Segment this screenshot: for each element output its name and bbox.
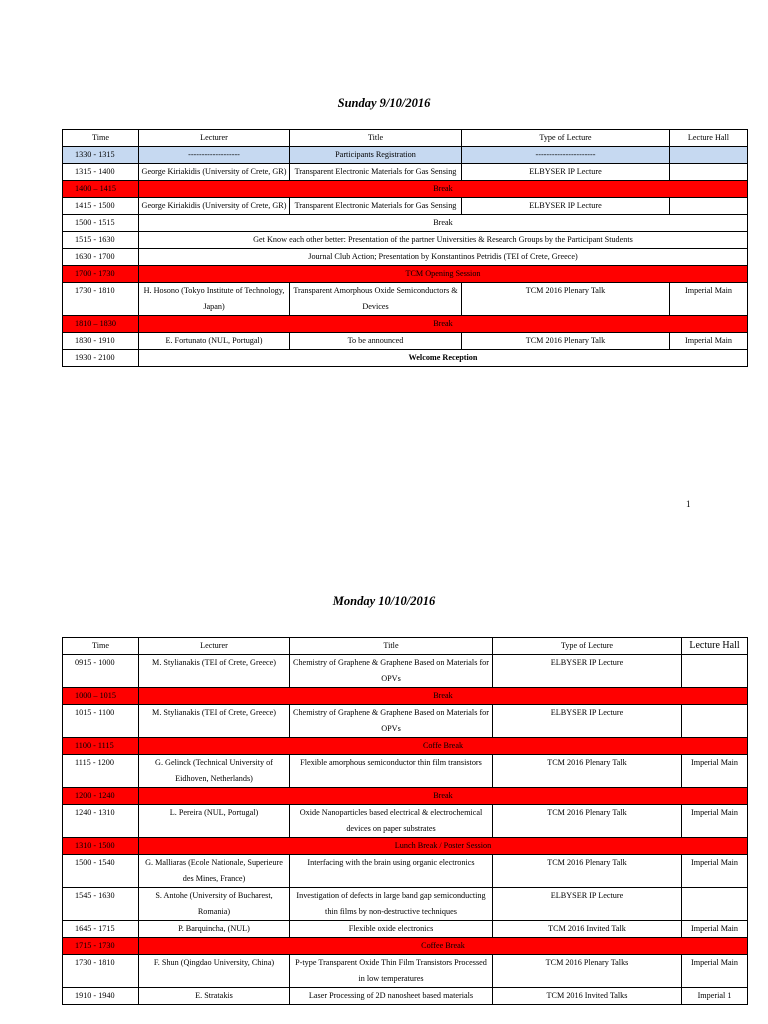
time-cell: 1115 - 1200: [63, 755, 139, 788]
title-cell: Transparent Electronic Materials for Gas Sensing: [290, 164, 462, 181]
schedule-row: [63, 198, 748, 215]
session-cell: Get Know each other better: Presentation of the partner Universities & Research Groups by the Participant Students: [139, 232, 748, 249]
header-title: Title: [290, 130, 462, 147]
schedule-row: [63, 181, 748, 198]
schedule-row: [63, 232, 748, 249]
title-cell: Laser Processing of 2D nanosheet based materials: [290, 988, 493, 1005]
schedule-row: [63, 655, 748, 688]
header-time: Time: [63, 638, 139, 655]
time-cell: 1400 – 1415: [63, 181, 139, 198]
session-cell: Break: [139, 215, 748, 232]
time-cell: 1100 - 1115: [63, 738, 139, 755]
lecture-hall-cell: Imperial 1: [682, 988, 748, 1005]
schedule-row: [63, 316, 748, 333]
header-hall: Lecture Hall: [682, 638, 748, 655]
schedule-row: [63, 738, 748, 755]
lecture-hall-cell: Imperial Main: [682, 955, 748, 988]
header-lecturer: Lecturer: [139, 130, 290, 147]
header-row: [63, 130, 748, 147]
time-cell: 1715 - 1730: [63, 938, 139, 955]
session-cell: Break: [139, 316, 748, 333]
schedule-row: [63, 283, 748, 316]
title-cell: Transparent Amorphous Oxide Semiconductors & Devices: [290, 283, 462, 316]
time-cell: 1500 - 1515: [63, 215, 139, 232]
title-cell: Chemistry of Graphene & Graphene Based on Materials for OPVs: [290, 705, 493, 738]
header-row: [63, 638, 748, 655]
time-cell: 1315 - 1400: [63, 164, 139, 181]
lecture-hall-cell: [670, 164, 748, 181]
title-cell: Chemistry of Graphene & Graphene Based on Materials for OPVs: [290, 655, 493, 688]
lecture-type-cell: ELBYSER IP Lecture: [493, 888, 682, 921]
time-cell: 1830 - 1910: [63, 333, 139, 350]
lecture-hall-cell: Imperial Main: [682, 805, 748, 838]
lecturer-cell: F. Shun (Qingdao University, China): [139, 955, 290, 988]
title-cell: Transparent Electronic Materials for Gas Sensing: [290, 198, 462, 215]
lecturer-cell: L. Pereira (NUL, Portugal): [139, 805, 290, 838]
lecturer-cell: George Kiriakidis (University of Crete, GR): [139, 198, 290, 215]
lecture-type-cell: ----------------------: [462, 147, 670, 164]
time-cell: 1015 - 1100: [63, 705, 139, 738]
time-cell: 1810 – 1830: [63, 316, 139, 333]
title-cell: P-type Transparent Oxide Thin Film Transistors Processed in low temperatures: [290, 955, 493, 988]
session-cell: Journal Club Action; Presentation by Konstantinos Petridis (TEI of Crete, Greece): [139, 249, 748, 266]
header-type: Type of Lecture: [462, 130, 670, 147]
header-lecturer: Lecturer: [139, 638, 290, 655]
lecturer-cell: G. Malliaras (Ecole Nationale, Superieure des Mines, France): [139, 855, 290, 888]
session-cell: Welcome Reception: [139, 350, 748, 367]
lecture-hall-cell: [682, 888, 748, 921]
schedule-row: [63, 955, 748, 988]
time-cell: 1000 – 1015: [63, 688, 139, 705]
lecturer-cell: P. Barquincha, (NUL): [139, 921, 290, 938]
time-cell: 0915 - 1000: [63, 655, 139, 688]
lecture-type-cell: TCM 2016 Plenary Talk: [493, 755, 682, 788]
session-cell: Coffee Break: [139, 938, 748, 955]
lecture-type-cell: TCM 2016 Plenary Talk: [462, 283, 670, 316]
schedule-row: [63, 147, 748, 164]
schedule-row: [63, 249, 748, 266]
lecturer-cell: H. Hosono (Tokyo Institute of Technology, Japan): [139, 283, 290, 316]
lecturer-cell: -------------------: [139, 147, 290, 164]
sunday-schedule-table: [62, 129, 748, 367]
session-cell: Coffe Break: [139, 738, 748, 755]
lecture-type-cell: TCM 2016 Plenary Talk: [493, 855, 682, 888]
title-cell: Participants Registration: [290, 147, 462, 164]
title-cell: To be announced: [290, 333, 462, 350]
monday-title: Monday 10/10/2016: [332, 594, 436, 608]
lecture-type-cell: TCM 2016 Plenary Talks: [493, 955, 682, 988]
lecture-type-cell: TCM 2016 Invited Talk: [493, 921, 682, 938]
lecturer-cell: George Kiriakidis (University of Crete, GR): [139, 164, 290, 181]
lecturer-cell: M. Stylianakis (TEI of Crete, Greece): [139, 655, 290, 688]
schedule-row: [63, 921, 748, 938]
lecturer-cell: M. Stylianakis (TEI of Crete, Greece): [139, 705, 290, 738]
title-cell: Flexible oxide electronics: [290, 921, 493, 938]
time-cell: 1645 - 1715: [63, 921, 139, 938]
session-cell: Lunch Break / Poster Session: [139, 838, 748, 855]
time-cell: 1515 - 1630: [63, 232, 139, 249]
time-cell: 1700 - 1730: [63, 266, 139, 283]
lecture-hall-cell: [682, 705, 748, 738]
lecture-hall-cell: [682, 655, 748, 688]
lecture-type-cell: ELBYSER IP Lecture: [462, 164, 670, 181]
schedule-row: [63, 215, 748, 232]
title-cell: Interfacing with the brain using organic electronics: [290, 855, 493, 888]
schedule-row: [63, 855, 748, 888]
header-title: Title: [290, 638, 493, 655]
lecture-hall-cell: Imperial Main: [682, 855, 748, 888]
time-cell: 1930 - 2100: [63, 350, 139, 367]
session-cell: TCM Opening Session: [139, 266, 748, 283]
lecture-type-cell: TCM 2016 Invited Talks: [493, 988, 682, 1005]
time-cell: 1200 - 1240: [63, 788, 139, 805]
title-cell: Flexible amorphous semiconductor thin film transistors: [290, 755, 493, 788]
sunday-title: Sunday 9/10/2016: [337, 96, 431, 110]
lecture-hall-cell: Imperial Main: [670, 333, 748, 350]
time-cell: 1630 - 1700: [63, 249, 139, 266]
schedule-row: [63, 350, 748, 367]
schedule-row: [63, 805, 748, 838]
time-cell: 1330 - 1315: [63, 147, 139, 164]
schedule-row: [63, 788, 748, 805]
lecturer-cell: S. Antohe (University of Bucharest, Romania): [139, 888, 290, 921]
lecture-type-cell: TCM 2016 Plenary Talk: [462, 333, 670, 350]
time-cell: 1730 - 1810: [63, 955, 139, 988]
time-cell: 1500 - 1540: [63, 855, 139, 888]
time-cell: 1415 - 1500: [63, 198, 139, 215]
lecturer-cell: G. Gelinck (Technical University of Eidhoven, Netherlands): [139, 755, 290, 788]
header-time: Time: [63, 130, 139, 147]
session-cell: Break: [139, 181, 748, 198]
lecture-hall-cell: Imperial Main: [682, 755, 748, 788]
lecture-hall-cell: [670, 198, 748, 215]
session-cell: Break: [139, 788, 748, 805]
time-cell: 1240 - 1310: [63, 805, 139, 838]
lecture-hall-cell: Imperial Main: [670, 283, 748, 316]
schedule-row: [63, 755, 748, 788]
schedule-row: [63, 988, 748, 1005]
time-cell: 1545 - 1630: [63, 888, 139, 921]
time-cell: 1310 - 1500: [63, 838, 139, 855]
lecture-hall-cell: [670, 147, 748, 164]
title-cell: Investigation of defects in large band gap semiconducting thin films by non-destructive techniques: [290, 888, 493, 921]
lecture-type-cell: ELBYSER IP Lecture: [493, 655, 682, 688]
schedule-row: [63, 266, 748, 283]
lecture-type-cell: TCM 2016 Plenary Talk: [493, 805, 682, 838]
lecture-type-cell: ELBYSER IP Lecture: [493, 705, 682, 738]
title-cell: Oxide Nanoparticles based electrical & electrochemical devices on paper substrates: [290, 805, 493, 838]
time-cell: 1910 - 1940: [63, 988, 139, 1005]
lecturer-cell: E. Fortunato (NUL, Portugal): [139, 333, 290, 350]
lecturer-cell: E. Stratakis: [139, 988, 290, 1005]
lecture-hall-cell: Imperial Main: [682, 921, 748, 938]
session-cell: Break: [139, 688, 748, 705]
schedule-row: [63, 938, 748, 955]
page-number: 1: [686, 499, 691, 509]
schedule-row: [63, 838, 748, 855]
header-type: Type of Lecture: [493, 638, 682, 655]
schedule-row: [63, 333, 748, 350]
lecture-type-cell: ELBYSER IP Lecture: [462, 198, 670, 215]
header-hall: Lecture Hall: [670, 130, 748, 147]
schedule-row: [63, 688, 748, 705]
schedule-row: [63, 164, 748, 181]
schedule-row: [63, 888, 748, 921]
schedule-row: [63, 705, 748, 738]
monday-schedule-table: [62, 637, 748, 1005]
time-cell: 1730 - 1810: [63, 283, 139, 316]
